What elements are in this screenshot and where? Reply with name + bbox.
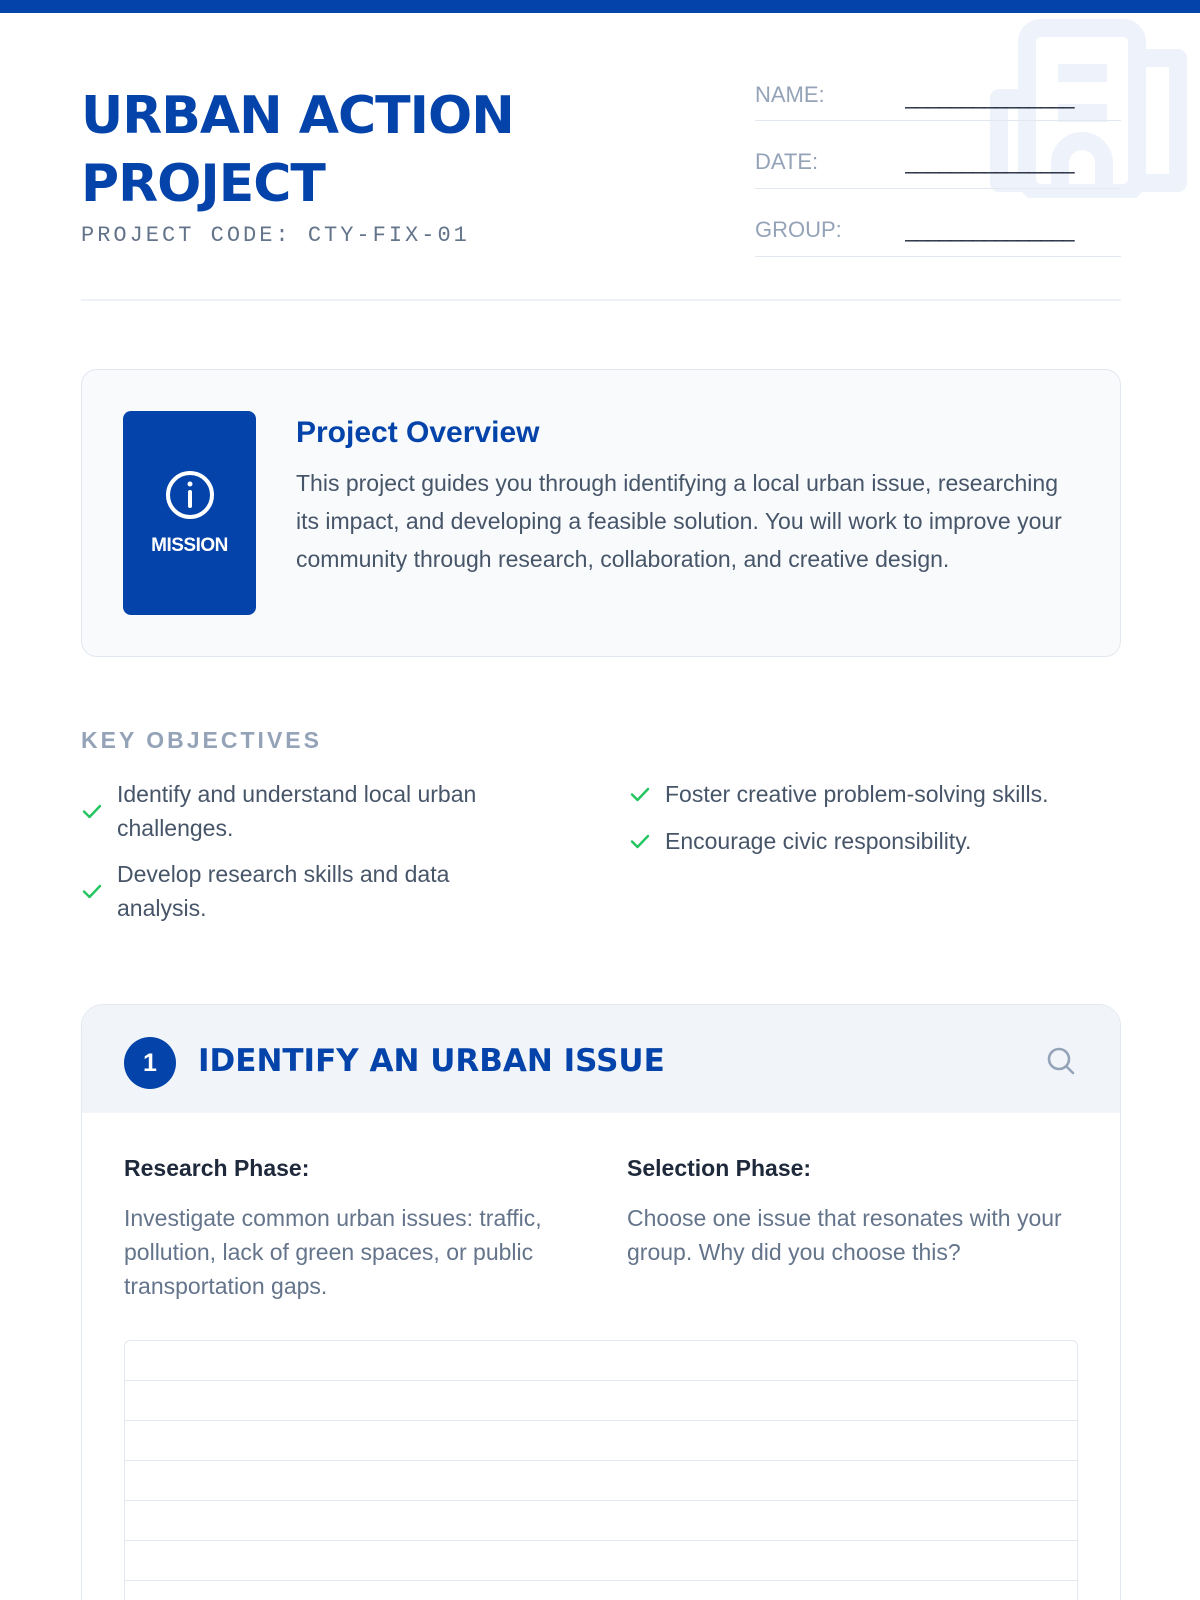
date-field[interactable]: _______________ bbox=[905, 149, 1074, 174]
writing-line bbox=[125, 1420, 1077, 1421]
date-label: DATE: bbox=[755, 149, 819, 174]
name-label: NAME: bbox=[755, 82, 825, 107]
check-icon bbox=[629, 830, 651, 852]
objective-text: Encourage civic responsibility. bbox=[665, 828, 972, 854]
objective-text: Identify and understand local urban challenges. bbox=[117, 781, 477, 841]
group-label: GROUP: bbox=[755, 217, 842, 242]
step-1-card bbox=[81, 1004, 1121, 1600]
selection-phase-title: Selection Phase: bbox=[627, 1155, 812, 1181]
step-number-badge: 1 bbox=[124, 1037, 176, 1089]
group-field[interactable]: _______________ bbox=[905, 217, 1074, 242]
overview-title: Project Overview bbox=[296, 416, 540, 449]
header-divider bbox=[81, 299, 1121, 301]
objectives-heading: KEY OBJECTIVES bbox=[81, 727, 322, 753]
name-field-row bbox=[755, 78, 1121, 121]
writing-line bbox=[125, 1580, 1077, 1581]
writing-line bbox=[125, 1500, 1077, 1501]
project-code: PROJECT CODE: CTY-FIX-01 bbox=[81, 223, 470, 248]
mission-label: MISSION bbox=[151, 535, 228, 556]
overview-text: This project guides you through identifying a local urban issue, researching its impact, and developing a feasible solution. You will work to improve your community through research, collaboration, and creative design. bbox=[296, 470, 1062, 572]
writing-line bbox=[125, 1540, 1077, 1541]
project-overview-card bbox=[81, 369, 1121, 657]
date-field-row bbox=[755, 121, 1121, 189]
response-writing-area[interactable] bbox=[124, 1340, 1078, 1600]
writing-line bbox=[125, 1460, 1077, 1461]
title-line-1: URBAN ACTION bbox=[81, 86, 514, 146]
objective-text: Develop research skills and data analysis. bbox=[117, 861, 450, 921]
info-icon bbox=[164, 469, 216, 521]
objective-item bbox=[81, 777, 551, 845]
group-field-row bbox=[755, 189, 1121, 257]
check-icon bbox=[629, 783, 651, 805]
mission-badge bbox=[123, 411, 256, 615]
writing-line bbox=[125, 1380, 1077, 1381]
check-icon bbox=[81, 800, 103, 822]
objective-item bbox=[629, 777, 1129, 811]
research-phase-title: Research Phase: bbox=[124, 1155, 310, 1181]
step-1-title: IDENTIFY AN URBAN ISSUE bbox=[198, 1043, 665, 1079]
search-icon[interactable] bbox=[1045, 1045, 1077, 1077]
student-info-fields bbox=[755, 78, 1121, 257]
selection-phase-text: Choose one issue that resonates with your group. Why did you choose this? bbox=[627, 1205, 1062, 1265]
objective-item bbox=[629, 824, 1129, 858]
research-phase-text: Investigate common urban issues: traffic, pollution, lack of green spaces, or public transportation gaps. bbox=[124, 1205, 542, 1299]
title-line-2: PROJECT bbox=[81, 154, 325, 214]
page-title bbox=[81, 82, 514, 218]
objective-item bbox=[81, 857, 521, 925]
check-icon bbox=[81, 880, 103, 902]
step-1-header bbox=[82, 1005, 1121, 1113]
name-field[interactable]: _______________ bbox=[905, 84, 1074, 109]
objective-text: Foster creative problem-solving skills. bbox=[665, 781, 1049, 807]
top-accent-bar bbox=[0, 0, 1200, 13]
